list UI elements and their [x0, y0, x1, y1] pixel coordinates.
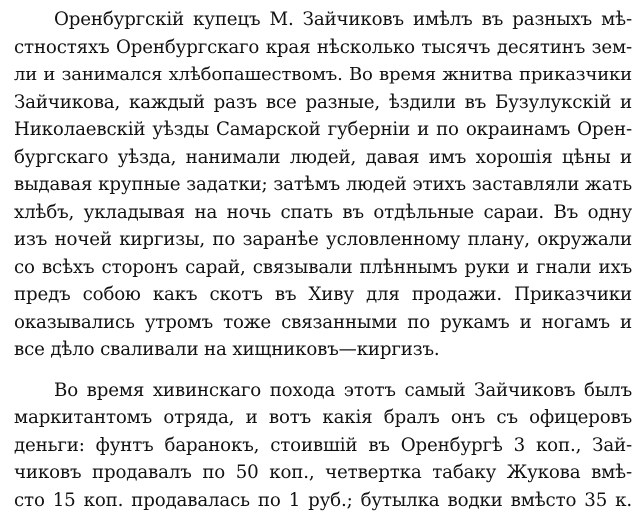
- text-line: ли и занимался хлѣбопашествомъ. Во время жнитва приказчики: [14, 61, 632, 89]
- paragraph-spacer: [14, 364, 632, 377]
- text-line: стностяхъ Оренбургскаго края нѣсколько тысячъ десятинъ зем-: [14, 34, 632, 62]
- text-line: изъ ночей киргизы, по заранѣе условленному плану, окружали: [14, 226, 632, 254]
- text-line: все дѣло сваливали на хищниковъ—киргизъ.: [14, 336, 632, 364]
- text-line: Николаевскій уѣзды Самарской губерніи и по окраинамъ Орен-: [14, 116, 632, 144]
- text-line: оказывались утромъ тоже связанными по рукамъ и ногамъ и: [14, 309, 632, 337]
- text-line: выдавая крупные задатки; затѣмъ людей этихъ заставляли жать: [14, 171, 632, 199]
- text-line: Во время хивинскаго похода этотъ самый Зайчиковъ былъ: [14, 377, 632, 405]
- text-line: Зайчикова, каждый разъ все разные, ѣздили въ Бузулукскій и: [14, 89, 632, 117]
- text-line: маркитантомъ отряда, и вотъ какія бралъ онъ съ офицеровъ: [14, 404, 632, 432]
- text-line: со всѣхъ сторонъ сарай, связывали плѣннымъ руки и гнали ихъ: [14, 254, 632, 282]
- text-line: чиковъ продавалъ по 50 коп., четвертка табаку Жукова вмѣ-: [14, 459, 632, 487]
- paragraph-2: [14, 377, 632, 514]
- text-line: хлѣбъ, укладывая на ночь спать въ отдѣльные сараи. Въ одну: [14, 199, 632, 227]
- text-line: деньги: фунтъ баранокъ, стоившій въ Оренбургѣ 3 коп., Зай-: [14, 432, 632, 460]
- text-line: Оренбургскій купецъ М. Зайчиковъ имѣлъ въ разныхъ мѣ-: [14, 6, 632, 34]
- paragraph-1: [14, 6, 632, 364]
- text-line: бургскаго уѣзда, нанимали людей, давая имъ хорошія цѣны и: [14, 144, 632, 172]
- text-line: предъ собою какъ скотъ въ Хиву для продажи. Приказчики: [14, 281, 632, 309]
- text-line: сто 15 коп. продавалась по 1 руб.; бутылка водки вмѣсто 35 к.: [14, 487, 632, 514]
